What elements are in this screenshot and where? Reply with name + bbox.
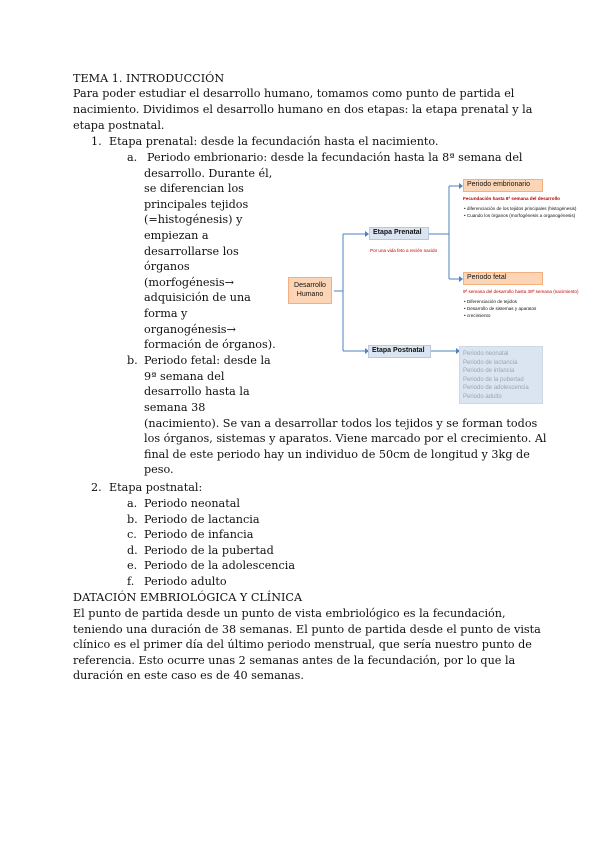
list-letter: a.	[127, 497, 138, 510]
development-diagram	[286, 175, 600, 407]
embrionario-line: se diferencian los	[144, 182, 244, 195]
postnatal-item: Periodo adulto	[463, 394, 502, 400]
fetal-line: final de este periodo hay un individuo de 50cm de longitud y 3kg de	[144, 448, 530, 461]
embrionario-line: (=histogénesis) y	[144, 213, 243, 226]
section-paragraph-line: teniendo una duración de 38 semanas. El punto de partida desde el punto de vista	[73, 623, 541, 636]
list-number: 1.	[91, 135, 102, 148]
fetal-line: los órganos, sistemas y aparatos. Viene marcado por el crecimiento. Al	[144, 432, 547, 445]
postnatal-item: Periodo de adolescencia	[463, 385, 529, 392]
embrionario-line: Periodo embrionario: desde la fecundación hasta la 8ª semana del	[147, 151, 523, 164]
page-title: TEMA 1. INTRODUCCIÓN	[73, 72, 225, 85]
section-paragraph-line: clínico es el primer día del último periodo menstrual, que sería nuestro punto de	[73, 638, 532, 651]
section-paragraph-line: referencia. Esto ocurre unas 2 semanas antes de la fecundación, por lo que la	[73, 654, 516, 667]
list-letter: b.	[127, 354, 138, 367]
postnatal-item: Periodo de la pubertad	[463, 376, 524, 383]
intro-line: etapa postnatal.	[73, 119, 165, 132]
box-postnatal-periods	[459, 346, 543, 404]
fetal-subtext: 9ª semana del desarrollo hasta 38ª semana (nacimiento)	[463, 289, 579, 294]
fetal-bullet: • crecimiento	[464, 313, 491, 318]
embrionario-line: forma y	[144, 307, 188, 320]
box-etapa-prenatal: Etapa Prenatal	[369, 227, 429, 240]
list-item-prenatal: Etapa prenatal: desde la fecundación hasta el nacimiento.	[109, 135, 439, 148]
fetal-bullet: • Desarrollo de sistemas y aparatos	[464, 306, 537, 311]
embrionario-line: adquisición de una	[144, 291, 251, 304]
postnatal-item: Periodo neonatal	[463, 351, 509, 357]
embrionario-line: órganos	[144, 260, 190, 273]
list-item: Periodo de la pubertad	[144, 544, 274, 557]
fetal-line: semana 38	[144, 401, 206, 414]
fetal-line: desarrollo hasta la	[144, 385, 250, 398]
postnatal-item: Periodo de lactancia	[463, 359, 518, 366]
embrionario-line: desarrollarse los	[144, 245, 239, 258]
list-letter: d.	[127, 544, 138, 557]
embrionario-line: principales tejidos	[144, 198, 249, 211]
list-item: Periodo adulto	[144, 575, 227, 588]
list-letter: f.	[127, 575, 135, 588]
list-number: 2.	[91, 481, 102, 494]
intro-line: nacimiento. Dividimos el desarrollo humano en dos etapas: la etapa prenatal y la	[73, 103, 533, 116]
fetal-bullet: • Diferenciación de tejidos	[464, 299, 517, 304]
fetal-line: 9ª semana del	[144, 370, 225, 383]
section-paragraph-line: El punto de partida desde un punto de vista embriológico es la fecundación,	[73, 607, 506, 620]
box-periodo-fetal: Periodo fetal	[463, 272, 543, 285]
prenatal-subtext: Por una vida feto a recién nacido	[370, 248, 438, 253]
embrionario-line: empiezan a	[144, 229, 209, 242]
list-letter: c.	[127, 528, 137, 541]
list-item: Periodo de la adolescencia	[144, 559, 296, 572]
fetal-line: (nacimiento). Se van a desarrollar todos los tejidos y se forman todos	[144, 417, 538, 430]
list-item: Periodo de lactancia	[144, 513, 260, 526]
box-desarrollo-humano: Desarrollo Humano	[288, 277, 332, 304]
list-item: Periodo de infancia	[144, 528, 254, 541]
embrionario-line: organogénesis→	[144, 323, 236, 336]
list-item: Periodo neonatal	[144, 497, 240, 510]
embrionario-bullet: • Cuando los órganos (morfogénesis a organogénesis)	[464, 213, 576, 218]
list-letter: a.	[127, 151, 138, 164]
embrionario-line: (morfogénesis→	[144, 276, 234, 289]
list-item-postnatal: Etapa postnatal:	[109, 481, 203, 494]
embrionario-line: formación de órganos).	[144, 338, 276, 351]
postnatal-item: Periodo de infancia	[463, 368, 515, 375]
fetal-line: Periodo fetal: desde la	[144, 354, 271, 367]
list-letter: e.	[127, 559, 138, 572]
embrionario-subtext: Fecundación hasta 8ª semana del desarrollo	[463, 196, 560, 201]
section-paragraph-line: duración en este caso es de 40 semanas.	[73, 669, 304, 682]
embrionario-line: desarrollo. Durante él,	[144, 167, 273, 180]
box-etapa-postnatal: Etapa Postnatal	[368, 345, 431, 358]
embrionario-bullet: • diferenciación de los tejidos principales (histogénesis)	[464, 206, 577, 211]
intro-line: Para poder estudiar el desarrollo humano, tomamos como punto de partida el	[73, 87, 515, 100]
list-letter: b.	[127, 513, 138, 526]
fetal-line: peso.	[144, 463, 174, 476]
box-periodo-embrionario: Periodo embrionario	[463, 179, 543, 192]
section-heading: DATACIÓN EMBRIOLÓGICA Y CLÍNICA	[73, 591, 303, 604]
